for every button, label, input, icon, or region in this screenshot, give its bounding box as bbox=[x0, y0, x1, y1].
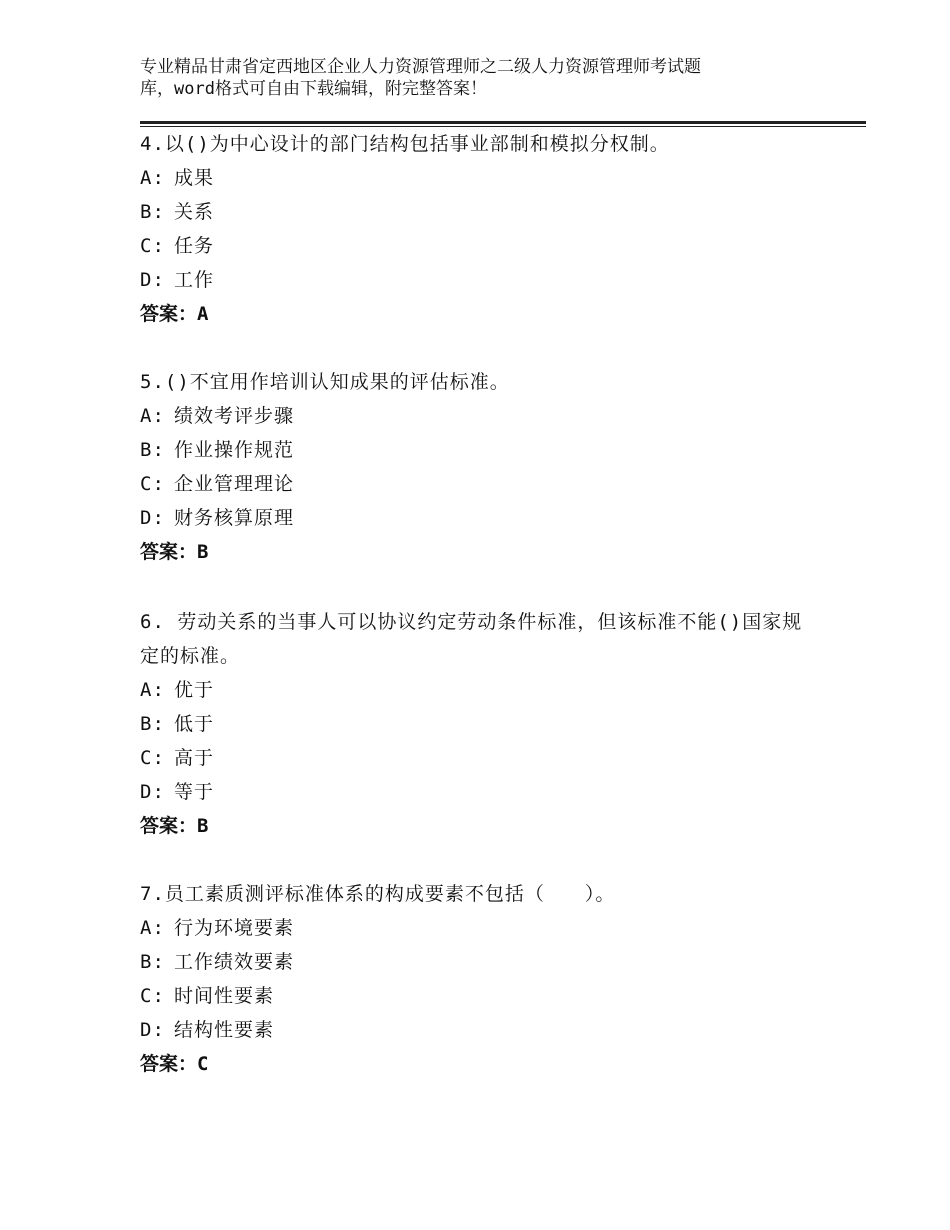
option-letter: B: bbox=[140, 713, 165, 735]
option-letter: D: bbox=[140, 781, 165, 803]
option-b bbox=[140, 195, 820, 229]
option-text: 任务 bbox=[174, 235, 215, 257]
question-7 bbox=[140, 877, 820, 1081]
answer-label: 答案：C bbox=[140, 1053, 209, 1075]
option-a bbox=[140, 161, 820, 195]
answer-label: 答案：B bbox=[140, 815, 209, 837]
option-letter: A: bbox=[140, 917, 165, 939]
option-text: 作业操作规范 bbox=[174, 439, 295, 461]
option-letter: A: bbox=[140, 679, 165, 701]
option-a bbox=[140, 673, 820, 707]
option-letter: C: bbox=[140, 985, 165, 1007]
option-letter: C: bbox=[140, 235, 165, 257]
answer-label: 答案：B bbox=[140, 541, 209, 563]
option-text: 等于 bbox=[174, 781, 215, 803]
question-stem: 5.()不宜用作培训认知成果的评估标准。 bbox=[140, 371, 510, 393]
question-stem: 4.以()为中心设计的部门结构包括事业部制和模拟分权制。 bbox=[140, 133, 670, 155]
option-text: 工作 bbox=[174, 269, 215, 291]
option-c bbox=[140, 741, 820, 775]
option-letter: A: bbox=[140, 167, 165, 189]
option-a bbox=[140, 399, 820, 433]
option-letter: A: bbox=[140, 405, 165, 427]
question-stem: 6. 劳动关系的当事人可以协议约定劳动条件标准，但该标准不能()国家规定的标准。 bbox=[140, 611, 803, 667]
question-4 bbox=[140, 127, 820, 331]
answer-label: 答案：A bbox=[140, 303, 209, 325]
question-5 bbox=[140, 365, 820, 569]
option-d bbox=[140, 501, 820, 535]
document-header bbox=[140, 56, 840, 100]
option-letter: D: bbox=[140, 507, 165, 529]
option-a bbox=[140, 911, 820, 945]
option-text: 低于 bbox=[174, 713, 215, 735]
option-text: 企业管理理论 bbox=[174, 473, 295, 495]
option-letter: B: bbox=[140, 201, 165, 223]
question-stem: 7.员工素质测评标准体系的构成要素不包括（ ）。 bbox=[140, 883, 616, 905]
option-b bbox=[140, 945, 820, 979]
option-letter: D: bbox=[140, 269, 165, 291]
header-line-2: 库，word格式可自由下载编辑，附完整答案！ bbox=[140, 79, 487, 99]
option-d bbox=[140, 1013, 820, 1047]
option-text: 绩效考评步骤 bbox=[174, 405, 295, 427]
option-text: 关系 bbox=[174, 201, 215, 223]
option-c bbox=[140, 467, 820, 501]
option-text: 财务核算原理 bbox=[174, 507, 295, 529]
option-letter: C: bbox=[140, 747, 165, 769]
option-b bbox=[140, 433, 820, 467]
option-c bbox=[140, 979, 820, 1013]
question-6 bbox=[140, 605, 820, 843]
option-text: 高于 bbox=[174, 747, 215, 769]
option-letter: D: bbox=[140, 1019, 165, 1041]
option-d bbox=[140, 775, 820, 809]
option-letter: C: bbox=[140, 473, 165, 495]
header-line-1: 专业精品甘肃省定西地区企业人力资源管理师之二级人力资源管理师考试题 bbox=[140, 57, 701, 77]
option-letter: B: bbox=[140, 439, 165, 461]
option-text: 时间性要素 bbox=[174, 985, 275, 1007]
option-d bbox=[140, 263, 820, 297]
option-text: 结构性要素 bbox=[174, 1019, 275, 1041]
option-text: 行为环境要素 bbox=[174, 917, 295, 939]
option-b bbox=[140, 707, 820, 741]
option-c bbox=[140, 229, 820, 263]
option-text: 成果 bbox=[174, 167, 215, 189]
option-text: 工作绩效要素 bbox=[174, 951, 295, 973]
option-letter: B: bbox=[140, 951, 165, 973]
header-divider-thick bbox=[140, 121, 866, 124]
option-text: 优于 bbox=[174, 679, 215, 701]
